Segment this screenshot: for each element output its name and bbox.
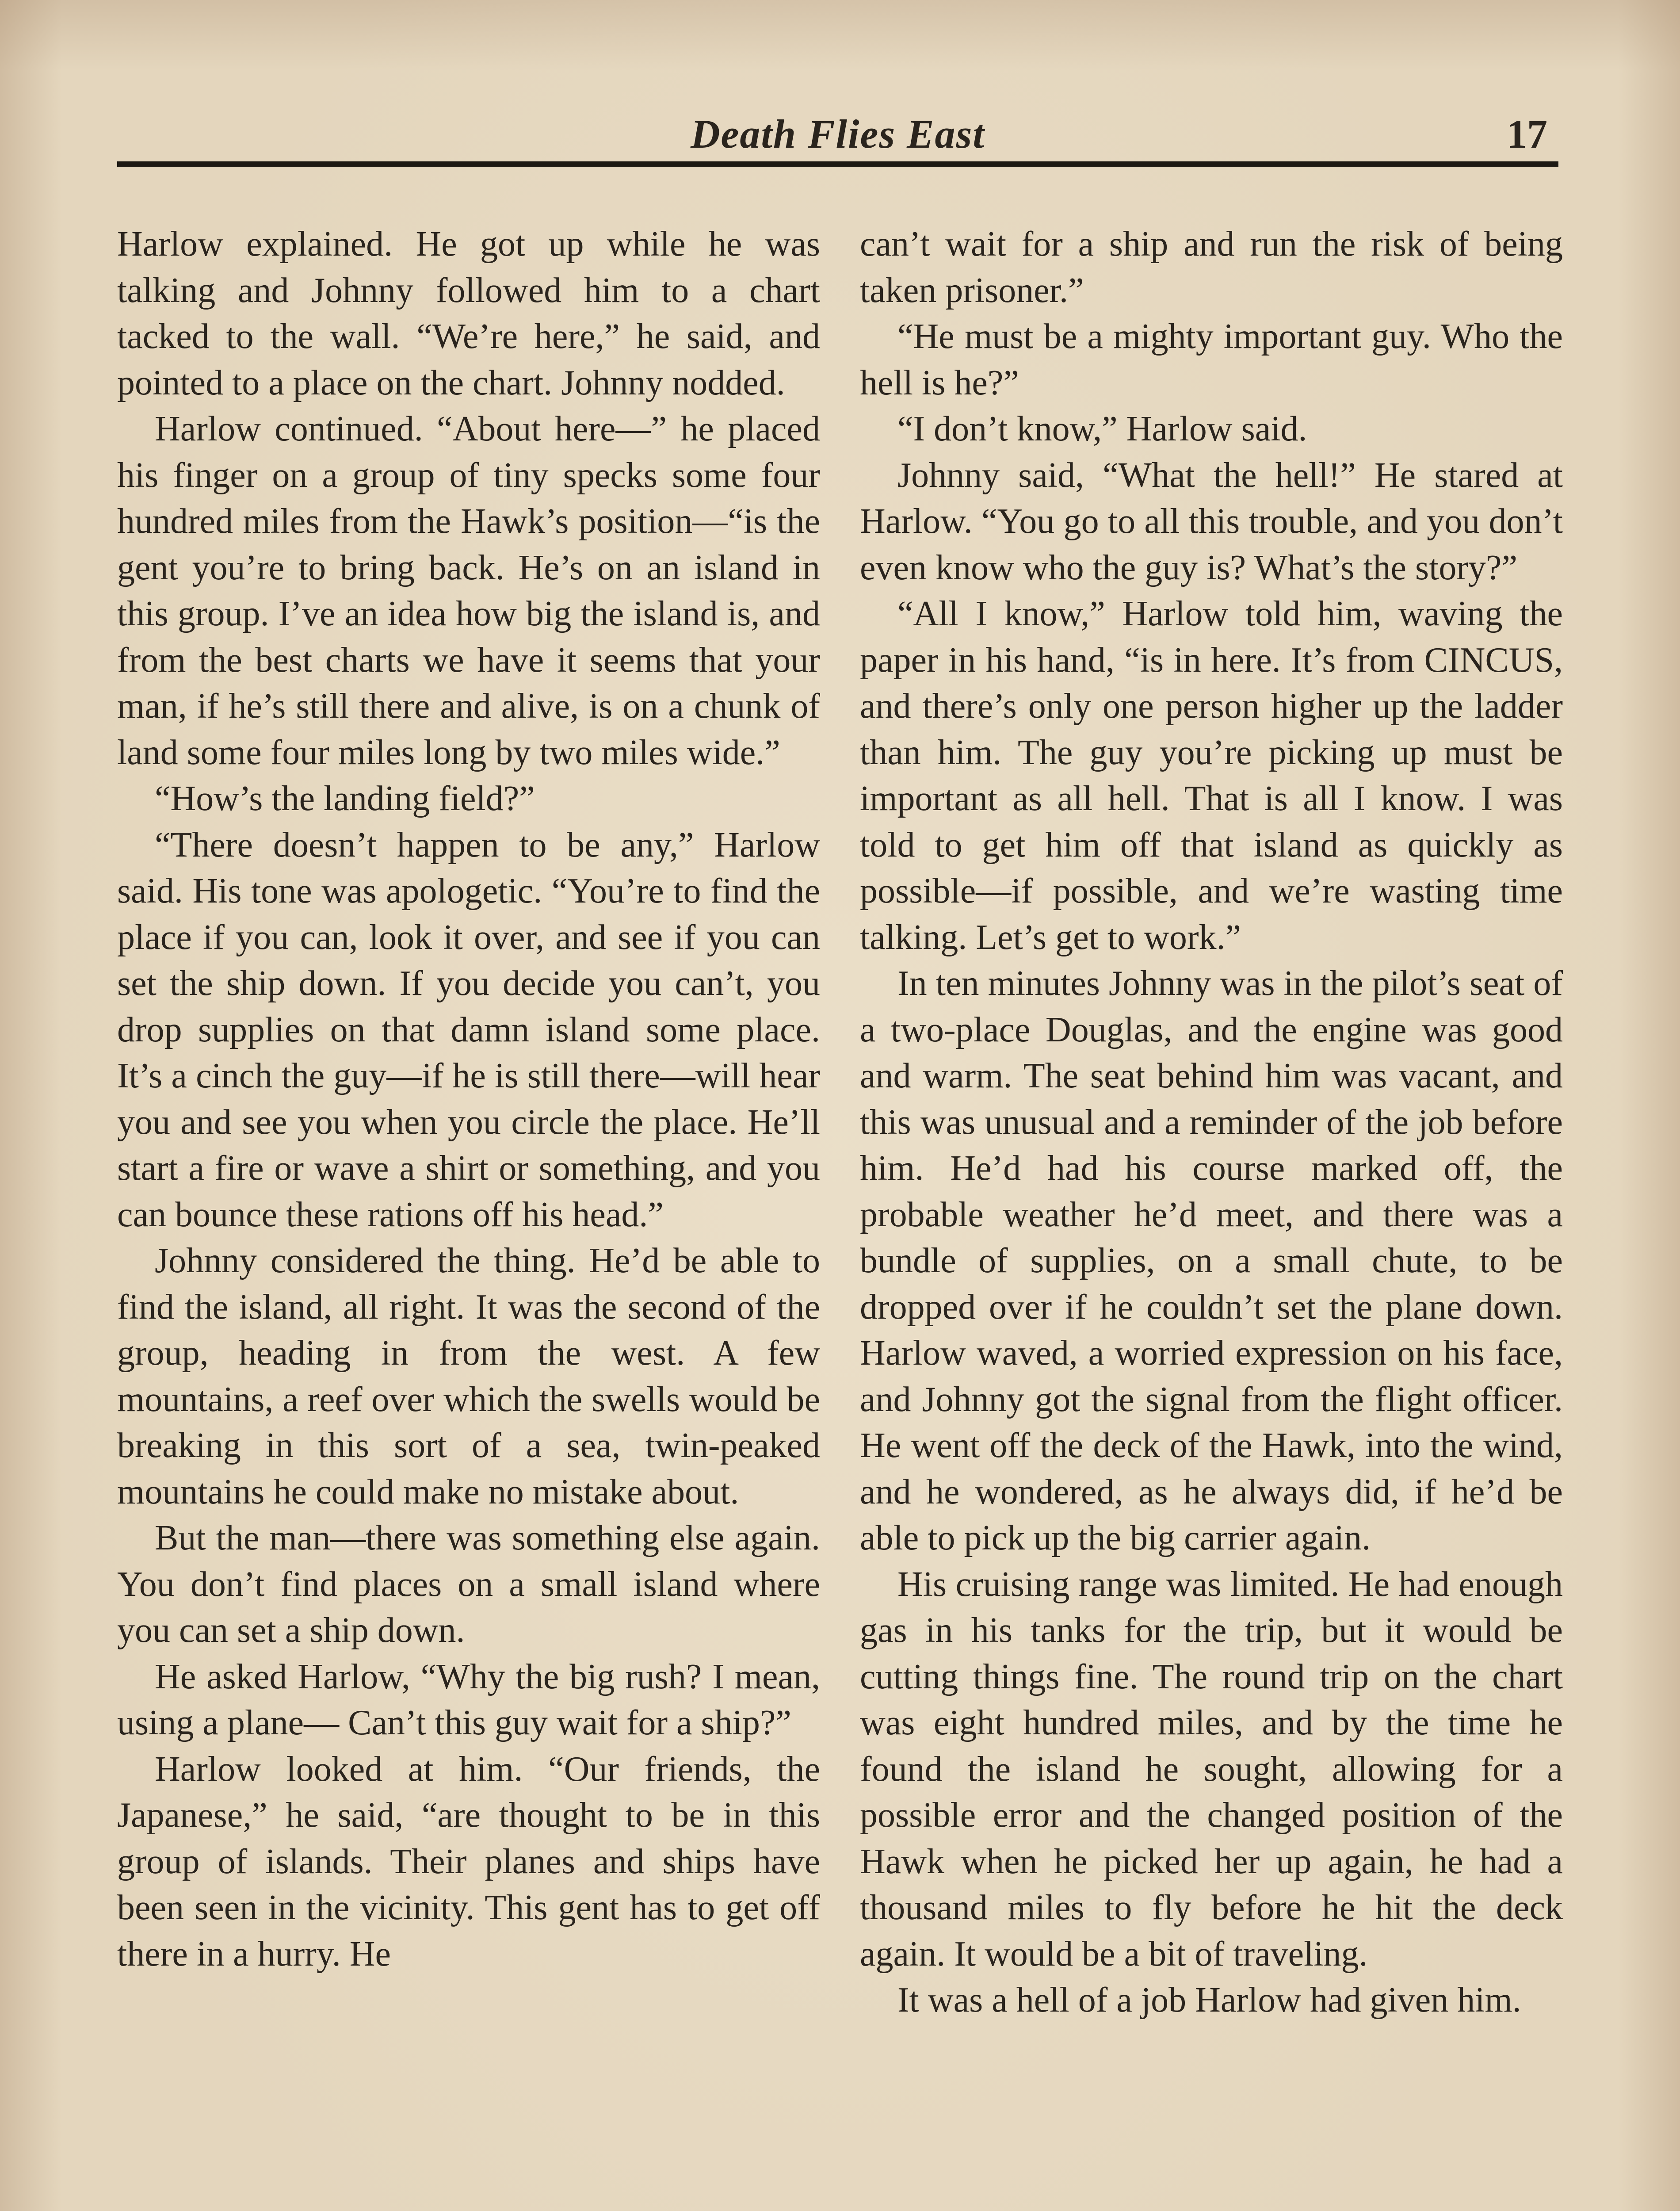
paragraph: “There doesn’t happen to be any,” Harlow said. His tone was apologetic. “You’re to find the place if you can, look it over, and see if you can set the ship down. If you decide you can’t, you drop supplies on that damn island some place. It’s a cinch the guy—if he is still there—will hear you and see you when you circle the place. He’ll start a fire or wave a shirt or something, and you can bounce these rations off his head.” <box>117 825 820 1234</box>
header-rule <box>117 161 1558 167</box>
paragraph: Harlow explained. He got up while he was talking and Johnny followed him to a chart tacked to the wall. “We’re here,” he said, and pointed to a place on the chart. Johnny nodded. <box>117 225 820 402</box>
running-header <box>119 106 1556 164</box>
paragraph: Johnny said, “What the hell!” He stared at Harlow. “You go to all this trouble, and you don’t even know who the guy is? What’s the story?” <box>860 455 1563 587</box>
paragraph: In ten minutes Johnny was in the pilot’s seat of a two-place Douglas, and the engine was good and warm. The seat behind him was vacant, and this was unusual and a reminder of the job before him. He’d had his course marked off, the probable weather he’d meet, and there was a bundle of supplies, on a small chute, to be dropped over if he couldn’t set the plane down. Harlow waved, a worried expression on his face, and Johnny got the signal from the flight officer. He went off the deck of the Hawk, into the wind, and he wondered, as he always did, if he’d be able to pick up the big carrier again. <box>860 964 1563 1557</box>
book-title: Death Flies East <box>691 111 985 157</box>
paragraph: can’t wait for a ship and run the risk of being taken prisoner.” <box>860 225 1563 310</box>
paragraph: His cruising range was limited. He had enough gas in his tanks for the trip, but it would be cutting things fine. The round trip on the chart was eight hundred miles, and by the time he found the island he sought, allowing for a possible error and the changed position of the Hawk when he picked her up again, he had a thousand miles to fly before he hit the deck again. It would be a bit of traveling. <box>860 1565 1563 1974</box>
paragraph: But the man—there was something else again. You don’t find places on a small island where you can set a ship down. <box>117 1519 820 1650</box>
paragraph: It was a hell of a job Harlow had given him. <box>897 1981 1521 2020</box>
paragraph: Harlow continued. “About here—” he placed his finger on a group of tiny specks some four hundred miles from the Hawk’s position—“is the gent you’re to bring back. He’s on an island in this group. I’ve an idea how big the island is, and from the best charts we have it seems that your man, if he’s still there and alive, is on a chunk of land some four miles long by two miles wide.” <box>117 409 820 772</box>
paragraph: “He must be a mighty important guy. Who the hell is he?” <box>860 317 1563 402</box>
paragraph: “All I know,” Harlow told him, waving the paper in his hand, “is in here. It’s from CINCUS, and there’s only one person higher up the ladder than him. The guy you’re picking up must be important as all hell. That is all I know. I was told to get him off that island as quickly as possible—if possible, and we’re wasting time talking. Let’s get to work.” <box>860 594 1563 957</box>
paragraph: “I don’t know,” Harlow said. <box>897 409 1307 448</box>
paragraph: He asked Harlow, “Why the big rush? I mean, using a plane— Can’t this guy wait for a ship?” <box>117 1657 820 1742</box>
page-number: 17 <box>1507 111 1547 157</box>
left-text-column <box>117 221 820 2211</box>
paragraph: “How’s the landing field?” <box>155 779 535 818</box>
right-text-column <box>860 221 1563 2211</box>
paragraph: Harlow looked at him. “Our friends, the Japanese,” he said, “are thought to be in this group of islands. Their planes and ships have been seen in the vicinity. This gent has to get off there in a hurry. He <box>117 1749 820 1974</box>
paragraph: Johnny considered the thing. He’d be able to find the island, all right. It was the second of the group, heading in from the west. A few mountains, a reef over which the swells would be breaking in this sort of a sea, twin-peaked mountains he could make no mistake about. <box>117 1241 820 1511</box>
